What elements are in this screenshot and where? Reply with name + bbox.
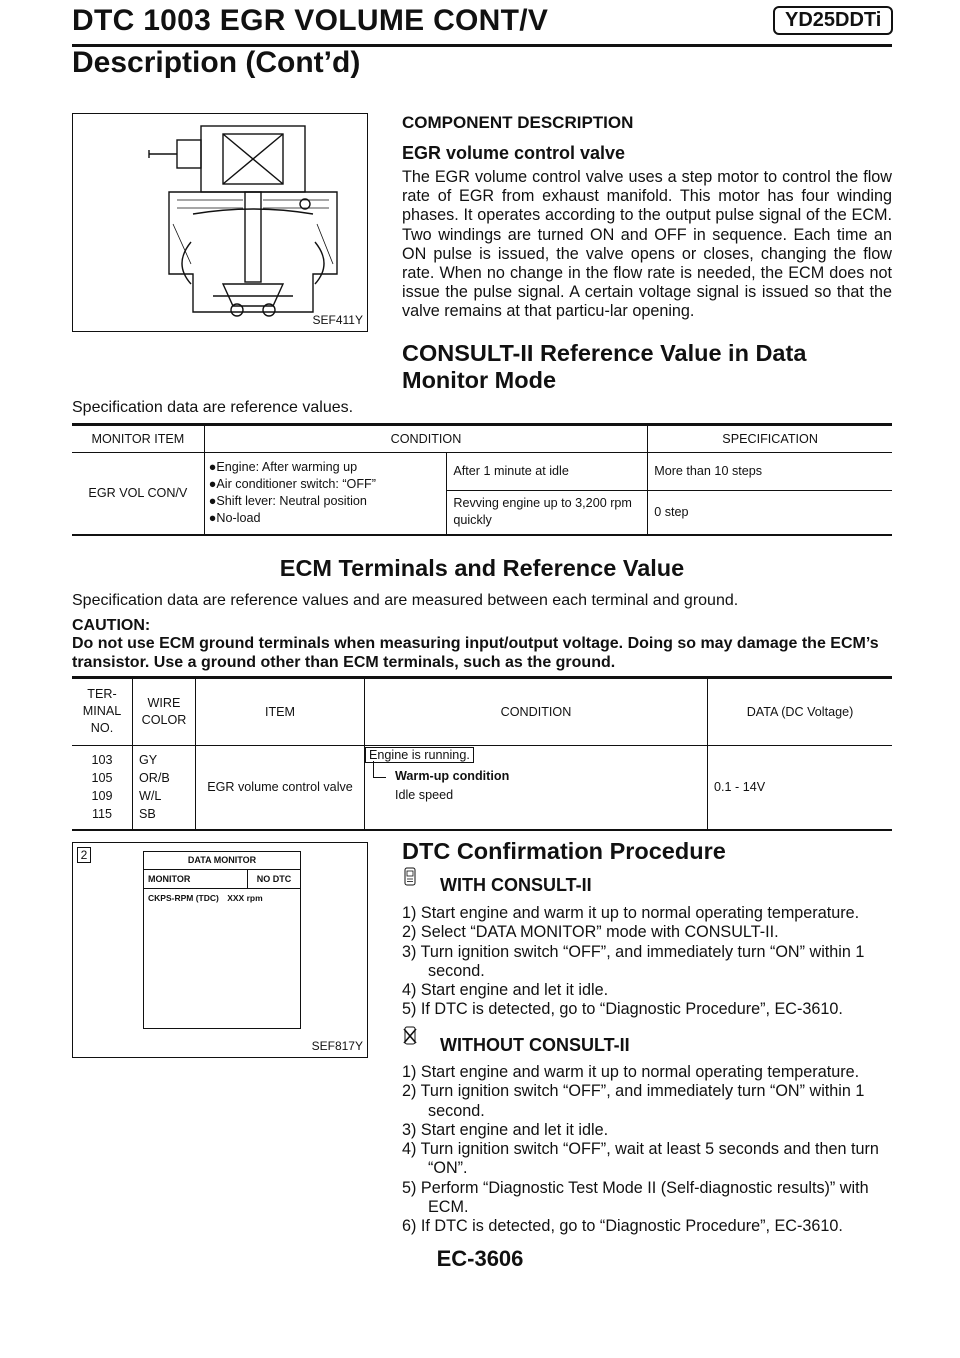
condition-list [204, 452, 447, 534]
wire-color: SB [139, 807, 156, 822]
col-condition: CONDITION [365, 679, 708, 745]
col-wire-color: WIRE COLOR [133, 679, 196, 745]
component-heading: COMPONENT DESCRIPTION [402, 113, 634, 132]
monitor-item: EGR VOL CON/V [72, 452, 204, 534]
bracket-icon [373, 761, 386, 778]
col-specification: SPECIFICATION [648, 426, 892, 452]
dtc-heading: DTC Confirmation Procedure [402, 838, 726, 864]
screen-col-monitor: MONITOR [144, 870, 248, 888]
component-description: The EGR volume control valve uses a step motor to control the flow rate of EGR from exhaust manifold. This motor has four winding phases. It operates according to the output pulse signal of the ECM. Two windings are turned ON and OFF in sequence. Each time an ON pulse is issued, the valve opens or closes, changing the flow rate. When no change in the flow rate is needed, the ECM does not issue the pulse signal. A certain voltage signal is issued so that the valve remains at that particu-lar opening. [402, 168, 892, 321]
col-data: DATA (DC Voltage) [708, 679, 893, 745]
table-cell: More than 10 steps [648, 452, 892, 490]
screen-header-row [144, 870, 300, 889]
condition-bullet: ●Air conditioner switch: “OFF” [208, 477, 376, 491]
warmup-condition: Warm-up condition [395, 768, 510, 783]
list-item: 2) Select “DATA MONITOR” mode with CONSULT-II. [402, 923, 779, 942]
screen-row-value: XXX rpm [227, 893, 263, 903]
idle-speed: Idle speed [395, 787, 454, 802]
list-item: 4) Start engine and let it idle. [402, 981, 609, 1000]
list-item: 1) Start engine and warm it up to normal operating temperature. [402, 904, 860, 922]
ecm-condition [365, 745, 708, 829]
screen-title: DATA MONITOR [144, 852, 300, 870]
screen-data-row [144, 889, 300, 907]
engine-badge: YD25DDTi [773, 6, 893, 35]
table-cell: After 1 minute at idle [447, 452, 648, 490]
ecm-heading: ECM Terminals and Reference Value [279, 555, 685, 581]
list-item: 3) Start engine and let it idle. [402, 1120, 609, 1139]
col-item: ITEM [196, 679, 365, 745]
list-item: 4) Turn ignition switch “OFF”, wait at least 5 seconds and then turn “ON”. [402, 1140, 879, 1178]
page-number: EC-3606 [436, 1246, 524, 1271]
terminal-number: 103 [91, 753, 113, 768]
table-rule-bottom [72, 829, 892, 831]
without-consult-steps [402, 1063, 902, 1237]
wire-color: OR/B [139, 771, 170, 786]
with-consult-heading: WITH CONSULT-II [440, 875, 592, 895]
list-item: 1) Start engine and warm it up to normal operating temperature. [402, 1063, 860, 1081]
ecm-data: 0.1 - 14V [708, 745, 893, 829]
wire-color: GY [139, 753, 158, 768]
condition-bullet: ●Engine: After warming up [208, 460, 358, 474]
consult-tester-icon [402, 867, 418, 887]
screen-col-status: NO DTC [256, 874, 292, 884]
condition-detail [365, 767, 707, 805]
condition-bullet: ●Shift lever: Neutral position [208, 494, 367, 508]
page-title: DTC 1003 EGR VOLUME CONT/V [72, 4, 549, 37]
ecm-table [72, 679, 892, 829]
table-cell: Revving engine up to 3,200 rpm quickly [447, 490, 648, 534]
figure-code: SEF817Y [311, 1039, 363, 1053]
monitor-screen [143, 851, 301, 1029]
terminal-number: 105 [91, 771, 113, 786]
condition-bullet: ●No-load [208, 511, 261, 525]
terminal-number: 115 [91, 807, 113, 822]
list-item: 5) If DTC is detected, go to “Diagnostic Procedure”, EC-3610. [402, 1000, 843, 1019]
col-terminal: TER-MINAL NO. [72, 679, 133, 745]
ecm-note: Specification data are reference values and are measured between each terminal and ground. [72, 592, 739, 609]
table-cell: 0 step [648, 490, 892, 534]
col-monitor-item: MONITOR ITEM [72, 426, 204, 452]
ecm-item: EGR volume control valve [196, 745, 365, 829]
component-subheading: EGR volume control valve [402, 143, 626, 163]
consult-note: Specification data are reference values. [72, 399, 354, 416]
consult-heading: CONSULT-II Reference Value in Data Monitor Mode [402, 340, 807, 393]
figure-code: SEF411Y [312, 313, 363, 327]
caution-heading: CAUTION: [72, 617, 151, 634]
egr-valve-cutaway-icon [73, 114, 367, 331]
consult-table [72, 426, 892, 535]
section-subtitle: Description (Cont’d) [72, 46, 361, 79]
figure-tag: 2 [77, 847, 91, 863]
terminal-number: 109 [91, 789, 113, 804]
without-consult-heading: WITHOUT CONSULT-II [440, 1035, 630, 1055]
screen-row-label: CKPS-RPM (TDC) [148, 893, 219, 903]
table-rule-bottom [72, 534, 892, 536]
egr-valve-figure [72, 113, 368, 332]
no-consult-tester-icon [402, 1026, 418, 1046]
caution-text: Do not use ECM ground terminals when measuring input/output voltage. Doing so may damage the ECM’s transistor. Use a ground other than ECM terminals, such as the ground. [72, 635, 879, 671]
list-item: 2) Turn ignition switch “OFF”, and immediately turn “ON” within 1 second. [402, 1082, 865, 1120]
col-condition: CONDITION [204, 426, 647, 452]
list-item: 3) Turn ignition switch “OFF”, and immediately turn “ON” within 1 second. [402, 942, 865, 980]
with-consult-steps [402, 904, 902, 1020]
wire-color-list [133, 745, 196, 829]
engine-running-box: Engine is running. [365, 747, 474, 763]
terminal-list [72, 745, 133, 829]
list-item: 6) If DTC is detected, go to “Diagnostic Procedure”, EC-3610. [402, 1217, 843, 1236]
wire-color: W/L [139, 789, 162, 804]
list-item: 5) Perform “Diagnostic Test Mode II (Self-diagnostic results)” with ECM. [402, 1178, 869, 1217]
data-monitor-figure [72, 842, 368, 1058]
